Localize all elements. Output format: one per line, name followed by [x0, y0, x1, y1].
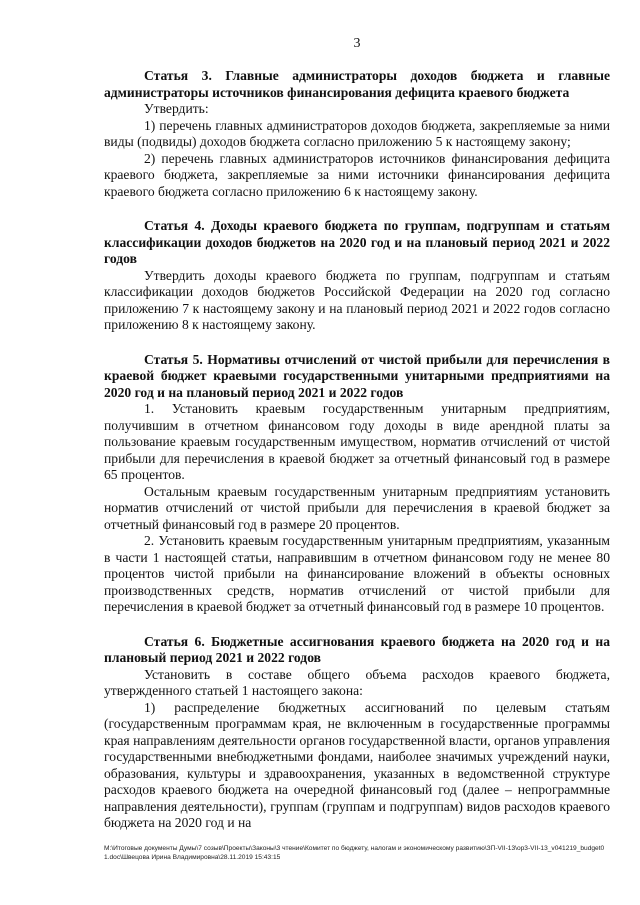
section-gap: [104, 200, 610, 218]
article-5-paragraph: 1. Установить краевым государственным унитарным предприятиям, получившим в отчетном финансовом году доходы в виде арендной платы за пользование краевым государственным имуществом, норматив отчислений от чистой прибыли для перечисления в краевой бюджет за отчетный финансовый год в размере 65 процентов.: [104, 401, 610, 482]
article-6-heading: Статья 6. Бюджетные ассигнования краевого бюджета на 2020 год и на плановый период 2021 и 2022 годов: [104, 633, 610, 665]
page-number: 3: [353, 36, 361, 51]
article-6-paragraph: 1) распределение бюджетных ассигнований по целевым статьям (государственным программам края, не включенным в государственные программы края направлениям деятельности органов государственной власти, органов управления государственными внебюджетными фондами, наиболее значимых учреждений науки, образования, культуры и здравоохранения, указанных в ведомственной структуре расходов краевого бюджета на очередной финансовый год (далее – непрограммные направления деятельности), группам (группам и подгруппам) видов расходов краевого бюджета на 2020 год и на: [104, 699, 610, 830]
article-3-paragraph: 2) перечень главных администраторов источников финансирования дефицита краевого бюджета, закрепляемые за ними источники финансирования дефицита краевого бюджета согласно приложению 6 к настоящему закону.: [104, 150, 610, 199]
article-5-heading: Статья 5. Нормативы отчислений от чистой прибыли для перечисления в краевой бюджет краевыми государственными унитарными предприятиями на 2020 год и на плановый период 2021 и 2022 годов: [104, 351, 610, 400]
article-5: [104, 352, 610, 616]
article-3: [104, 68, 610, 200]
article-3-heading: Статья 3. Главные администраторы доходов бюджета и главные администраторы источников финансирования дефицита краевого бюджета: [104, 68, 610, 100]
section-gap: [104, 616, 610, 634]
section-gap: [104, 334, 610, 352]
article-4: [104, 218, 610, 334]
article-3-paragraph: 1) перечень главных администраторов доходов бюджета, закрепляемые за ними виды (подвиды) доходов бюджета согласно приложению 5 к настоящему закону;: [104, 117, 610, 149]
article-4-paragraph: Утвердить доходы краевого бюджета по группам, подгруппам и статьям классификации доходов бюджетов Российской Федерации на 2020 год согласно приложению 7 к настоящему закону и на плановый период 2021 и 2022 годов согласно приложению 8 к настоящему закону.: [104, 267, 610, 332]
article-5-paragraph: Остальным краевым государственным унитарным предприятиям установить норматив отчислений от чистой прибыли для перечисления в краевой бюджет за отчетный финансовый год в размере 20 процентов.: [104, 483, 610, 532]
article-6: [104, 634, 610, 832]
article-5-paragraph: 2. Установить краевым государственным унитарным предприятиям, указанным в части 1 настоящей статьи, направившим в отчетном финансовом году не менее 80 процентов чистой прибыли на финансирование вложений в объекты основных производственных средств, норматив отчислений от чистой прибыли для перечисления в краевой бюджет за отчетный финансовый год в размере 10 процентов.: [104, 533, 610, 614]
article-4-heading: Статья 4. Доходы краевого бюджета по группам, подгруппам и статьям классификации доходов бюджетов на 2020 год и на плановый период 2021 и 2022 годов: [104, 218, 610, 266]
article-6-paragraph: Установить в составе общего объема расходов краевого бюджета, утвержденного статьей 1 настоящего закона:: [104, 666, 610, 698]
file-path-footer: М:\Итоговые документы Думы\7 созыв\Проекты\Законы\3 чтение\Комитет по бюджету, налогам и экономическому развитию\ЗП-VII-13\ор3-VII-13_v041219_budget01.doc\Швецова Ирина Владимировна\28.11.2019 15:43:15: [104, 845, 605, 861]
article-3-paragraph: Утвердить:: [144, 101, 209, 116]
